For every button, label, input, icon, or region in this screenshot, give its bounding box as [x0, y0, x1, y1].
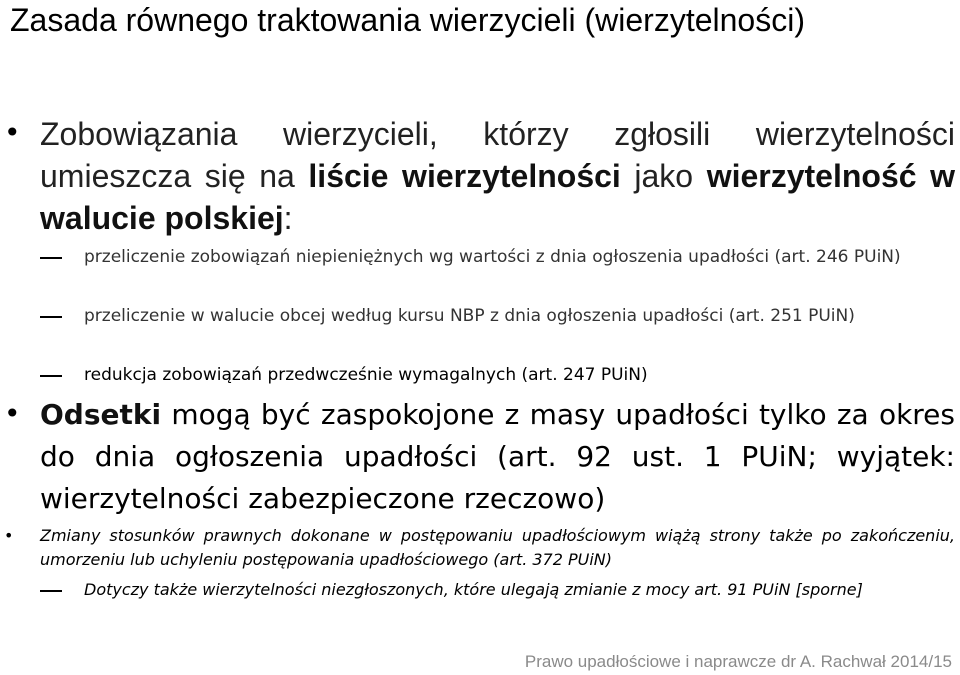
bullet-2-rest: mogą być zaspokojone z masy upadłości tylko za okres do dnia ogłoszenia upadłości (art. 92 ust. 1 PUiN; wyjątek: wierzytelności zabezpieczone rzeczowo) [40, 398, 955, 515]
slide-title: Zasada równego traktowania wierzycieli (wierzytelności) [10, 2, 805, 38]
bullet-3-sub-item-text: Dotyczy także wierzytelności niezgłoszonych, które ulegają zmianie z mocy art. 91 PUiN [sporne] [84, 580, 863, 599]
bullet-dot-icon: • [4, 397, 21, 430]
sub-item-3-text: redukcja zobowiązań przedwcześnie wymagalnych (art. 247 PUiN) [84, 365, 648, 385]
dash-icon [40, 375, 62, 377]
bullet-dot-icon: • [4, 116, 21, 149]
bullet-dot-icon: • [4, 526, 14, 545]
sub-item-2-text: przeliczenie w walucie obcej według kursu NBP z dnia ogłoszenia upadłości (art. 251 PUiN) [84, 306, 855, 326]
bullet-2-text [40, 394, 955, 520]
dash-icon [40, 316, 62, 318]
bullet-3-text: Zmiany stosunków prawnych dokonane w postępowaniu upadłościowym wiążą strony także po zakończeniu, umorzeniu lub uchyleniu postępowania upadłościowego (art. 372 PUiN) [40, 526, 955, 569]
sub-item-1-text: przeliczenie zobowiązań niepieniężnych wg wartości z dnia ogłoszenia upadłości (art. 246 PUiN) [84, 247, 901, 267]
bullet-2-bold: Odsetki [40, 398, 162, 431]
dash-icon [40, 590, 62, 592]
bullet-1-text [40, 113, 955, 239]
footer: Prawo upadłościowe i naprawcze dr A. Rachwał 2014/15 [524, 652, 952, 671]
bullet-1-part2: jako [620, 158, 707, 194]
bullet-1-bold-list: liście wierzytelności [308, 158, 621, 194]
bullet-1-part3: : [283, 200, 293, 236]
dash-icon [40, 257, 62, 259]
bullet-1-part1: Zobowiązania wierzycieli, którzy zgłosili wierzytelności umieszcza się na [40, 116, 955, 194]
bullet-1-bold-currency: wierzytelność w walucie polskiej [40, 158, 956, 236]
